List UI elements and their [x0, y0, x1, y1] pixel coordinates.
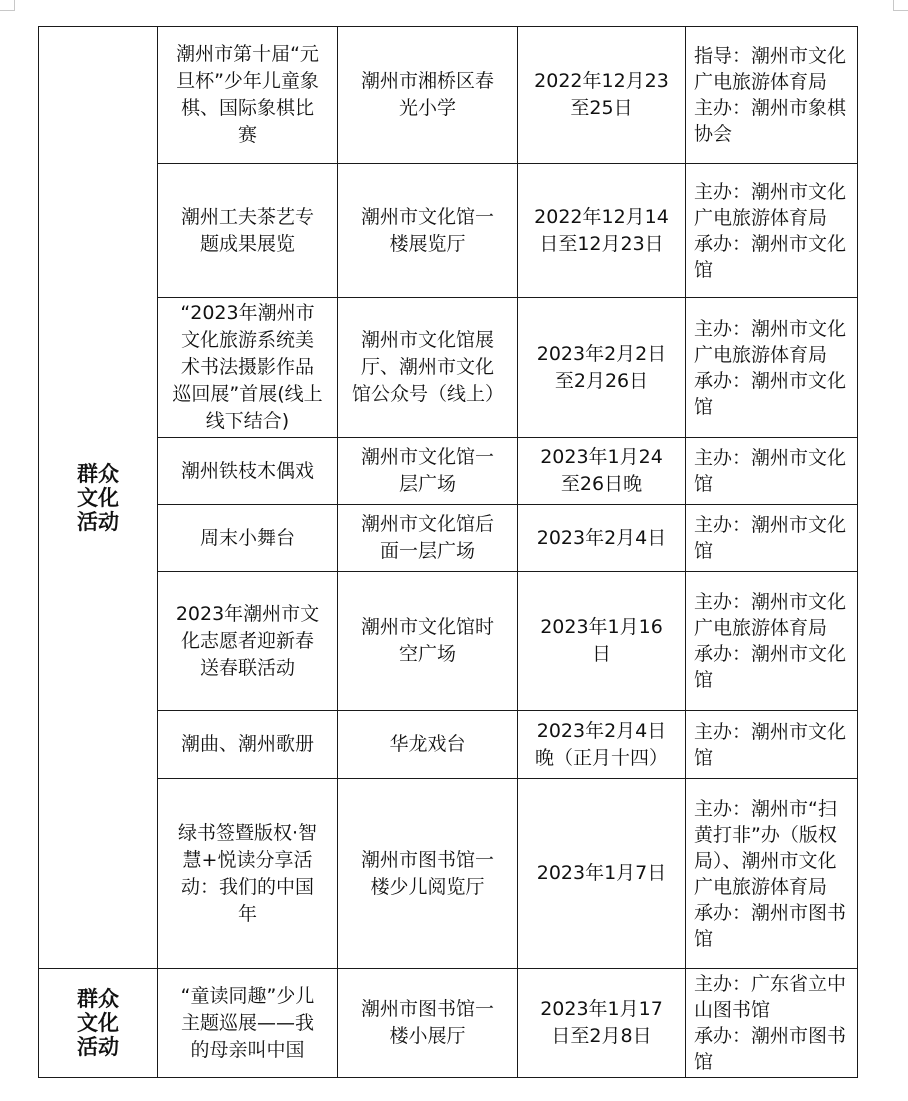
activity-organizers: 指导：潮州市文化广电旅游体育局 主办：潮州市象棋协会 — [686, 27, 858, 164]
activity-name: 潮州铁枝木偶戏 — [158, 438, 338, 505]
activity-venue: 华龙戏台 — [338, 711, 518, 779]
page-corner-mark — [0, 0, 15, 11]
activity-venue: 潮州市湘桥区春光小学 — [338, 27, 518, 164]
activity-venue: 潮州市图书馆一楼小展厅 — [338, 969, 518, 1078]
activity-organizers: 主办：潮州市文化馆 — [686, 711, 858, 779]
table-row — [39, 298, 858, 438]
activity-organizers: 主办：潮州市文化馆 — [686, 438, 858, 505]
activity-table — [38, 26, 858, 1078]
table-row — [39, 779, 858, 969]
activity-date: 2023年1月16日 — [518, 572, 686, 711]
activity-venue: 潮州市文化馆后面一层广场 — [338, 505, 518, 572]
activity-organizers: 主办：潮州市“扫黄打非”办（版权局）、潮州市文化广电旅游体育局 承办：潮州市图书馆 — [686, 779, 858, 969]
activity-name: 潮曲、潮州歌册 — [158, 711, 338, 779]
activity-name: 绿书签暨版权·智慧+悦读分享活动：我们的中国年 — [158, 779, 338, 969]
activity-name: “2023年潮州市文化旅游系统美术书法摄影作品巡回展”首展(线上线下结合) — [158, 298, 338, 438]
category-cell: 群众文化活动 — [39, 969, 158, 1078]
activity-name: 潮州工夫茶艺专题成果展览 — [158, 164, 338, 298]
activity-venue: 潮州市图书馆一楼少儿阅览厅 — [338, 779, 518, 969]
category-cell: 群众文化活动 — [39, 27, 158, 969]
activity-organizers: 主办：广东省立中山图书馆 承办：潮州市图书馆 — [686, 969, 858, 1078]
activity-organizers: 主办：潮州市文化广电旅游体育局 承办：潮州市文化馆 — [686, 298, 858, 438]
activity-date: 2023年2月4日晚（正月十四） — [518, 711, 686, 779]
table-row — [39, 505, 858, 572]
activity-venue: 潮州市文化馆展厅、潮州市文化馆公众号（线上） — [338, 298, 518, 438]
activity-date: 2023年1月7日 — [518, 779, 686, 969]
activity-venue: 潮州市文化馆时空广场 — [338, 572, 518, 711]
activity-venue: 潮州市文化馆一楼展览厅 — [338, 164, 518, 298]
activity-organizers: 主办：潮州市文化广电旅游体育局 承办：潮州市文化馆 — [686, 572, 858, 711]
activity-date: 2023年1月17日至2月8日 — [518, 969, 686, 1078]
table-row — [39, 438, 858, 505]
activity-organizers: 主办：潮州市文化广电旅游体育局 承办：潮州市文化馆 — [686, 164, 858, 298]
activity-date: 2022年12月23至25日 — [518, 27, 686, 164]
table-row — [39, 572, 858, 711]
activity-date: 2023年2月4日 — [518, 505, 686, 572]
table-row — [39, 164, 858, 298]
activity-organizers: 主办：潮州市文化馆 — [686, 505, 858, 572]
table-row — [39, 711, 858, 779]
activity-name: 潮州市第十届“元旦杯”少年儿童象棋、国际象棋比赛 — [158, 27, 338, 164]
activity-date: 2023年2月2日至2月26日 — [518, 298, 686, 438]
page-corner-mark — [893, 0, 908, 11]
table-row — [39, 27, 858, 164]
activity-venue: 潮州市文化馆一层广场 — [338, 438, 518, 505]
activity-date: 2023年1月24至26日晚 — [518, 438, 686, 505]
activity-date: 2022年12月14日至12月23日 — [518, 164, 686, 298]
activity-name: “童读同趣”少儿主题巡展——我的母亲叫中国 — [158, 969, 338, 1078]
activity-name: 2023年潮州市文化志愿者迎新春送春联活动 — [158, 572, 338, 711]
table-row — [39, 969, 858, 1078]
activity-name: 周末小舞台 — [158, 505, 338, 572]
